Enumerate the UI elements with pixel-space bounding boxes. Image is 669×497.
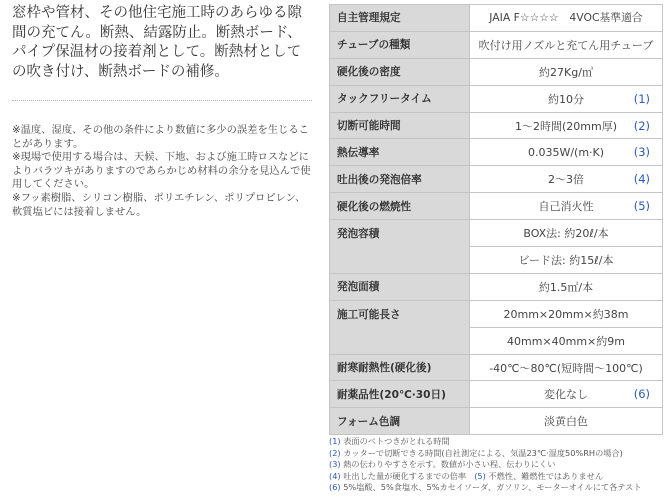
table-row [330,381,663,408]
spec-value [470,112,663,139]
table-row [330,408,663,435]
spec-value [470,31,663,58]
footnote-text: 熱の伝わりやすさを示す。数値が小さい程、伝わりにくい [340,459,556,469]
table-row [330,354,663,381]
note-item: ※フッ素樹脂、シリコン樹脂、ポリエチレン、ポリプロピレン、軟質塩ビには接着しません。 [12,191,306,218]
spec-value [470,273,663,300]
spec-value [470,247,663,274]
footnote-mark: (1) [329,436,341,446]
spec-label: 切断可能時間 [330,112,470,139]
spec-label: 発泡容積 [330,220,470,274]
spec-value-text: 2〜3倍 [548,173,584,187]
spec-value-text: -40℃〜80℃(短時間〜100℃) [489,361,643,375]
table-row [330,31,663,58]
footnote-mark: (3) [329,459,341,469]
footnote-text: 不燃性、難燃性ではありません [485,470,604,481]
spec-value [470,327,663,354]
spec-value [470,166,663,193]
spec-table [329,4,663,435]
spec-value-text: 吹付け用ノズルと充てん用チューブ [478,38,654,52]
footnote-mark: (6) [329,482,341,492]
note-item: ※現場で使用する場合は、天候、下地、および施工時ロスなどによりバラツキがありますのであらかじめ材料の余分を見込んで使用してください。 [12,151,311,191]
spec-value-text: 0.035W/(m·K) [527,145,605,159]
footnote-line [329,436,669,448]
spec-label: 吐出後の発泡倍率 [330,166,470,193]
spec-label: 耐寒耐熱性(硬化後) [330,354,470,381]
spec-value [470,5,663,32]
footnote-line [329,482,669,494]
table-row [330,5,663,32]
spec-label: 自主管理規定 [330,5,470,32]
spec-value [470,408,663,435]
footnote-line [329,459,669,471]
spec-value-text: 約1.5㎡/本 [538,280,594,294]
spec-value [470,381,663,408]
spec-value [470,193,663,220]
spec-label: タックフリータイム [330,85,470,112]
spec-label: 耐薬品性(20℃·30日) [330,381,470,408]
spec-value-text: 淡黄白色 [544,415,588,429]
spec-label: 発泡面積 [330,273,470,300]
spec-value-text: 20mm×20mm×約38m [503,307,629,321]
spec-value-text: BOX法: 約20ℓ/本 [523,227,609,241]
spec-value-text: 自己消火性 [538,200,594,214]
table-row [330,139,663,166]
spec-label: 施工可能長さ [330,300,470,354]
footnote-text: 5%塩酸、5%食塩水、5%カセイソーダ、ガソリン、モーターオイルにて各テスト [340,482,642,492]
note-item: ※温度、湿度、その他の条件により数値に多少の誤差を生じることがあります。 [12,124,309,150]
spec-label: 硬化後の密度 [330,58,470,85]
footnote-text: 表面のベトつきがとれる時間 [340,436,450,446]
spec-value-text: 1〜2時間(20mm厚) [514,119,617,133]
spec-value-text: JAIA F☆☆☆☆ 4VOC基準適合 [489,11,643,25]
spec-value [470,300,663,327]
spec-value [470,139,663,166]
footnote-text: 吐出した量が硬化するまでの倍率 [340,470,475,481]
table-row [330,58,663,85]
table-row [330,220,663,247]
footnote-line [329,471,669,483]
footnote-text: カッターで切断できる時間(自社測定による、気温23℃·湿度50%RHの場合) [340,447,623,458]
spec-label: チューブの種類 [330,31,470,58]
table-row [330,166,663,193]
spec-value-text: 40mm×40mm×約9m [506,334,625,348]
footnotes [329,436,669,494]
footnote-mark: (5) [474,470,486,481]
table-row [330,112,663,139]
footnote-ref: (4) [633,172,650,187]
footnote-ref: (5) [633,199,650,214]
spec-value [470,85,663,112]
spec-label: フォーム色調 [330,408,470,435]
footnote-mark: (2) [329,447,341,458]
spec-value-text: 約27Kg/㎥ [539,65,593,79]
spec-value-text: 約10分 [548,92,584,106]
footnote-ref: (1) [633,91,650,106]
table-row [330,193,663,220]
intro-text: 窓枠や管材、その他住宅施工時のあらゆる隙間の充てん。断熱、結露防止。断熱ボード、パイプ保温材の接着剤として。断熱材としての吹き付け、断熱ボードの補修。 [12,5,302,80]
notes [12,124,314,219]
spec-value-text: ビード法: 約15ℓ/本 [518,253,614,267]
footnote-ref: (2) [633,118,650,133]
spec-value-text: 変化なし [544,388,588,402]
spec-value [470,354,663,381]
table-row [330,273,663,300]
table-row [330,85,663,112]
footnote-line [329,448,669,460]
footnote-mark: (4) [329,470,341,481]
spec-value [470,220,663,247]
dotted-divider [12,100,312,101]
spec-value [470,58,663,85]
footnote-ref: (3) [633,145,650,160]
spec-label: 熱伝導率 [330,139,470,166]
table-row [330,300,663,327]
footnote-ref: (6) [633,387,650,402]
spec-label: 硬化後の燃焼性 [330,193,470,220]
